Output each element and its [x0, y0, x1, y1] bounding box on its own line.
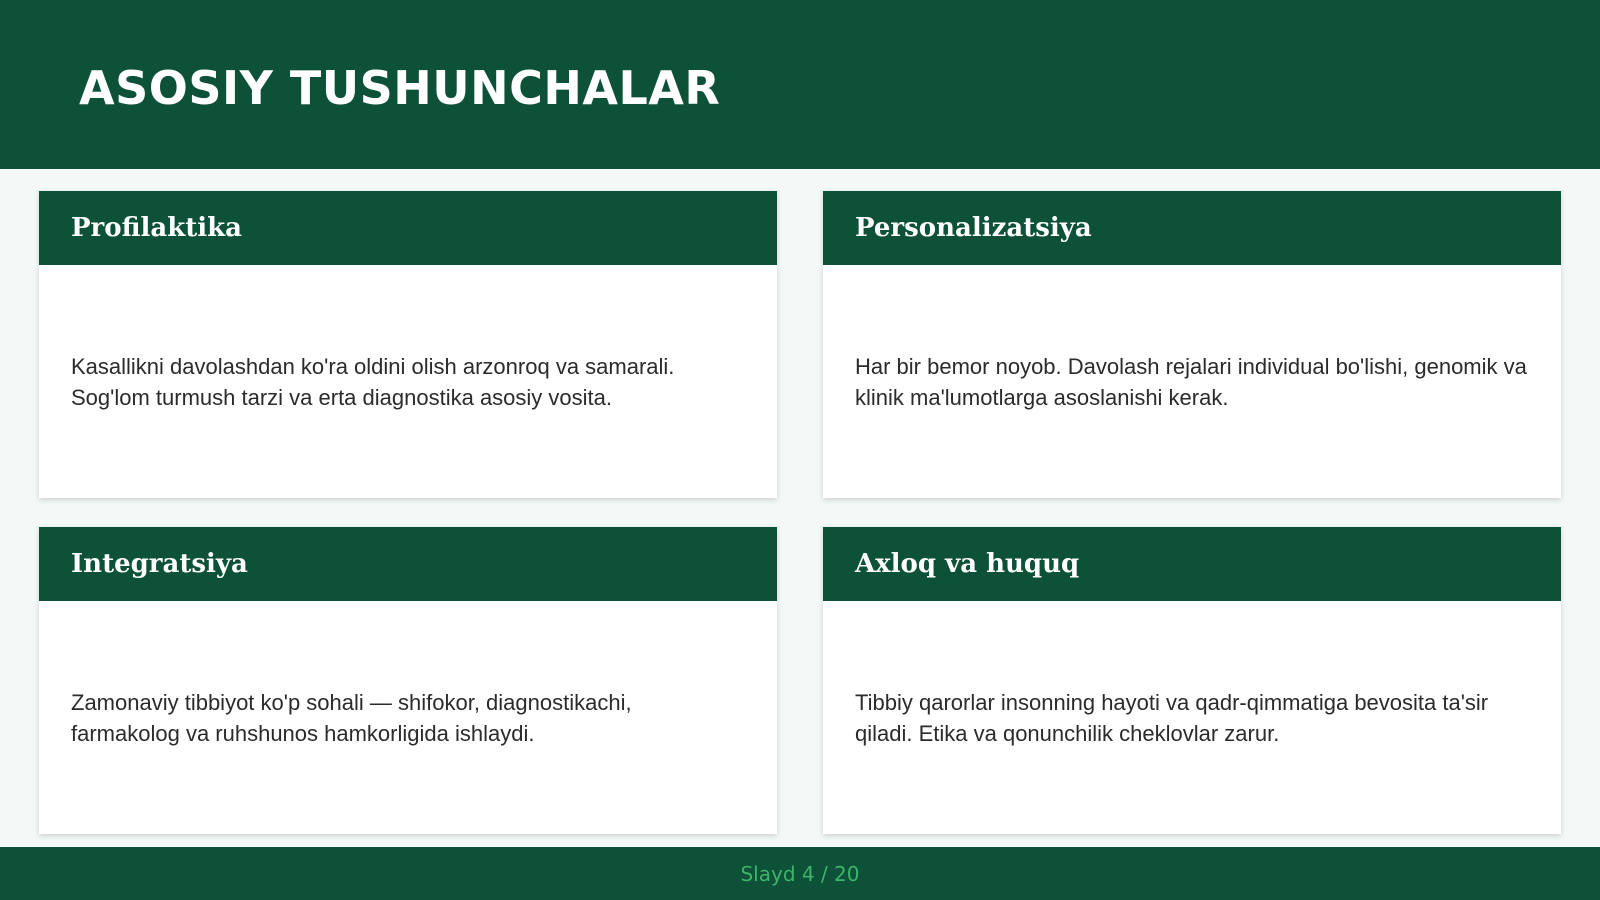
concept-card-axloq-va-huquq — [823, 527, 1561, 834]
card-body — [823, 601, 1561, 834]
concept-card-integratsiya — [39, 527, 777, 834]
card-text: Kasallikni davolashdan ko'ra oldini olish arzonroq va samarali. Sog'lom turmush tarzi va erta diagnostika asosiy vosita. — [71, 353, 675, 410]
card-title: Integratsiya — [71, 549, 248, 579]
card-header — [39, 527, 777, 601]
card-title: Profilaktika — [71, 213, 242, 243]
card-body — [39, 265, 777, 498]
slide-counter: Slayd 4 / 20 — [740, 861, 860, 886]
slide-header — [0, 0, 1600, 169]
card-header — [39, 191, 777, 265]
page-title: ASOSIY TUSHUNCHALAR — [79, 61, 721, 115]
concept-cards-grid — [39, 191, 1561, 834]
card-body — [39, 601, 777, 834]
concept-card-personalizatsiya — [823, 191, 1561, 498]
card-header — [823, 527, 1561, 601]
card-title: Personalizatsiya — [855, 213, 1092, 243]
card-body — [823, 265, 1561, 498]
card-text: Har bir bemor noyob. Davolash rejalari individual bo'lishi, genomik va klinik ma'lumotlarga asoslanishi kerak. — [855, 353, 1527, 410]
concept-card-profilaktika — [39, 191, 777, 498]
card-header — [823, 191, 1561, 265]
card-text: Tibbiy qarorlar insonning hayoti va qadr-qimmatiga bevosita ta'sir qiladi. Etika va qonunchilik cheklovlar zarur. — [855, 689, 1489, 746]
card-text: Zamonaviy tibbiyot ko'p sohali — shifokor, diagnostikachi, farmakolog va ruhshunos hamkorligida ishlaydi. — [71, 689, 632, 746]
card-title: Axloq va huquq — [855, 549, 1080, 579]
slide-footer — [0, 847, 1600, 900]
